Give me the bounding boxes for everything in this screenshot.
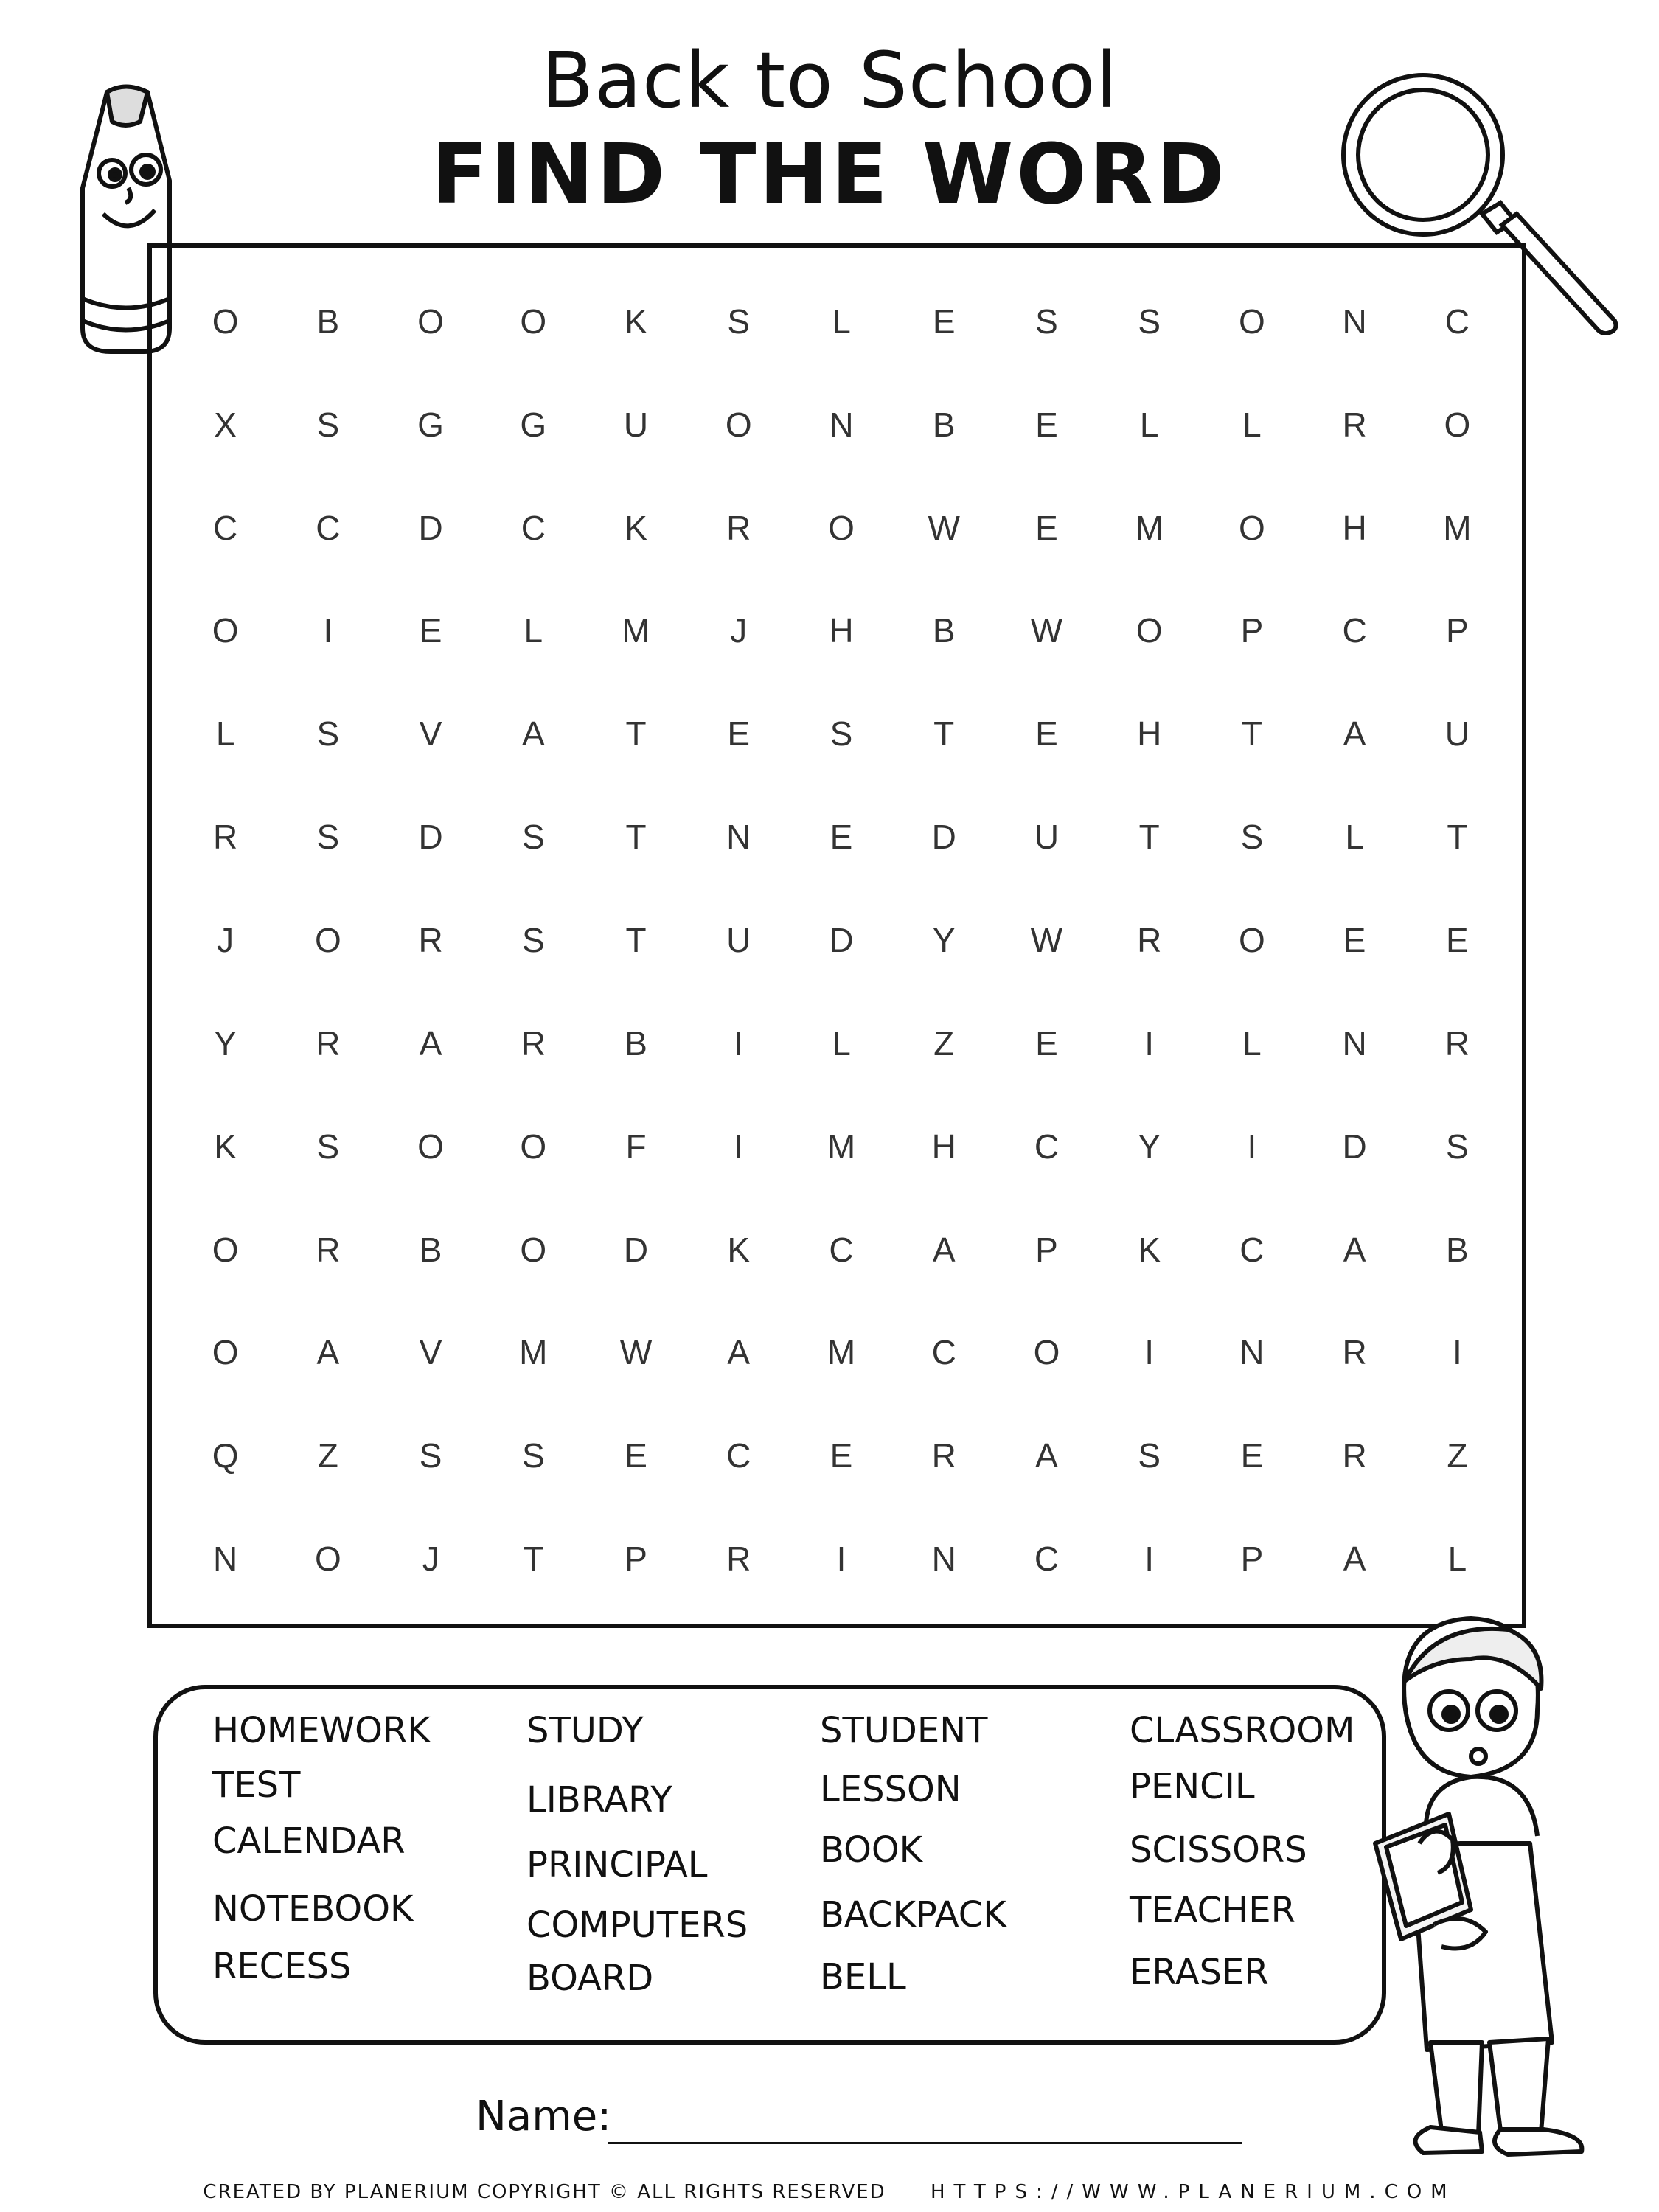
word-list-item: PRINCIPAL	[526, 1844, 708, 1885]
grid-letter: M	[519, 1333, 548, 1372]
grid-letter: C	[931, 1333, 956, 1372]
grid-letter: O	[314, 1540, 341, 1579]
grid-letter: U	[623, 405, 649, 444]
copyright-text: CREATED BY PLANERIUM COPYRIGHT © ALL RIGHTS RESERVED	[203, 2181, 886, 2203]
grid-letter: B	[419, 1230, 442, 1269]
word-list-item: BELL	[820, 1956, 906, 1997]
grid-letter: T	[933, 714, 955, 754]
grid-letter: U	[726, 920, 751, 959]
grid-letter: A	[1343, 1230, 1366, 1269]
grid-letter: U	[1444, 714, 1470, 754]
grid-letter: S	[316, 405, 340, 444]
page-subtitle: FIND THE WORD	[431, 127, 1228, 223]
grid-letter: R	[726, 1540, 751, 1579]
grid-letter: H	[829, 611, 854, 650]
grid-letter: P	[1240, 1540, 1264, 1579]
grid-letter: E	[1446, 920, 1469, 959]
grid-letter: L	[832, 1023, 851, 1062]
grid-letter: E	[1343, 920, 1366, 959]
grid-letter: L	[1242, 1023, 1262, 1062]
grid-letter: A	[1035, 1436, 1058, 1475]
grid-letter: J	[422, 1540, 439, 1579]
website-url: HTTPS://WWW.PLANERIUM.COM	[930, 2181, 1456, 2203]
word-list-item: TEACHER	[1130, 1890, 1295, 1931]
grid-letter: E	[1035, 508, 1058, 547]
grid-letter: S	[316, 714, 340, 754]
grid-letter: T	[625, 920, 647, 959]
grid-letter: H	[1342, 508, 1367, 547]
grid-letter: T	[1138, 818, 1160, 857]
grid-letter: N	[212, 1540, 238, 1579]
grid-letter: D	[418, 818, 443, 857]
grid-letter: P	[1240, 611, 1264, 650]
grid-letter: H	[931, 1127, 956, 1166]
grid-letter: O	[1239, 302, 1265, 341]
grid-letter: M	[1443, 508, 1472, 547]
grid-letter: W	[1030, 920, 1063, 959]
grid-letter: I	[734, 1127, 744, 1166]
grid-letter: U	[1034, 818, 1060, 857]
grid-letter: O	[417, 302, 444, 341]
grid-letter: E	[830, 1436, 853, 1475]
grid-letter: E	[1240, 1436, 1264, 1475]
grid-letter: D	[1342, 1127, 1367, 1166]
name-label: Name:	[476, 2093, 612, 2140]
grid-letter: L	[832, 302, 851, 341]
grid-letter: S	[1035, 302, 1058, 341]
grid-letter: R	[316, 1230, 341, 1269]
grid-letter: C	[212, 508, 238, 547]
word-list-item: BOOK	[820, 1829, 923, 1871]
grid-letter: O	[520, 302, 547, 341]
grid-letter: P	[1035, 1230, 1058, 1269]
grid-letter: I	[734, 1023, 744, 1062]
grid-letter: S	[1240, 818, 1264, 857]
grid-letter: R	[212, 818, 238, 857]
grid-letter: O	[212, 611, 239, 650]
grid-letter: C	[1239, 1230, 1265, 1269]
word-list-item: BACKPACK	[820, 1894, 1006, 1935]
grid-letter: R	[726, 508, 751, 547]
grid-letter: W	[928, 508, 960, 547]
grid-letter: A	[521, 714, 545, 754]
grid-letter: T	[523, 1540, 544, 1579]
grid-letter: D	[623, 1230, 649, 1269]
grid-letter: C	[316, 508, 341, 547]
grid-letter: C	[521, 508, 546, 547]
grid-letter: B	[625, 1023, 647, 1062]
grid-letter: L	[215, 714, 235, 754]
grid-letter: O	[725, 405, 752, 444]
grid-letter: I	[1144, 1540, 1155, 1579]
word-list-item: STUDENT	[820, 1710, 988, 1751]
grid-letter: A	[1343, 714, 1366, 754]
grid-letter: O	[1239, 920, 1265, 959]
grid-letter: O	[828, 508, 855, 547]
grid-letter: V	[419, 1333, 442, 1372]
grid-letter: I	[836, 1540, 846, 1579]
grid-letter: R	[1137, 920, 1162, 959]
grid-letter: R	[418, 920, 443, 959]
word-list-item: LIBRARY	[526, 1779, 672, 1820]
grid-letter: H	[1137, 714, 1162, 754]
grid-letter: Y	[214, 1023, 237, 1062]
grid-letter: D	[829, 920, 854, 959]
word-list-item: NOTEBOOK	[212, 1888, 414, 1930]
grid-letter: S	[1138, 1436, 1161, 1475]
grid-letter: I	[1144, 1023, 1155, 1062]
grid-letter: K	[214, 1127, 237, 1166]
grid-letter: S	[521, 1436, 545, 1475]
word-list-item: BOARD	[526, 1958, 654, 1999]
grid-letter: Q	[212, 1436, 239, 1475]
grid-letter: W	[1030, 611, 1063, 650]
grid-letter: L	[524, 611, 543, 650]
grid-letter: T	[1447, 818, 1468, 857]
word-list-item: CALENDAR	[212, 1820, 406, 1862]
grid-letter: N	[1342, 302, 1367, 341]
grid-letter: S	[316, 1127, 340, 1166]
word-list-item: LESSON	[820, 1769, 961, 1810]
grid-letter: O	[212, 1333, 239, 1372]
grid-letter: O	[1033, 1333, 1060, 1372]
grid-letter: A	[932, 1230, 956, 1269]
grid-letter: R	[316, 1023, 341, 1062]
grid-letter: I	[323, 611, 333, 650]
word-list-item: HOMEWORK	[212, 1710, 431, 1751]
grid-letter: L	[1139, 405, 1159, 444]
word-list-item: CLASSROOM	[1130, 1710, 1355, 1751]
word-list-item: STUDY	[526, 1710, 644, 1751]
grid-letter: A	[727, 1333, 751, 1372]
grid-letter: J	[730, 611, 748, 650]
grid-letter: S	[830, 714, 853, 754]
grid-letter: O	[212, 1230, 239, 1269]
grid-letter: M	[827, 1127, 856, 1166]
grid-letter: N	[726, 818, 751, 857]
grid-letter: R	[1342, 405, 1367, 444]
grid-letter: O	[520, 1230, 547, 1269]
page-title: Back to School	[540, 35, 1119, 125]
grid-letter: S	[521, 818, 545, 857]
grid-letter: B	[932, 405, 956, 444]
grid-letter: C	[829, 1230, 854, 1269]
grid-letter: B	[932, 611, 956, 650]
grid-letter: O	[417, 1127, 444, 1166]
grid-letter: E	[419, 611, 442, 650]
grid-letter: K	[727, 1230, 751, 1269]
grid-letter: A	[316, 1333, 340, 1372]
grid-letter: K	[625, 302, 647, 341]
grid-letter: Z	[1447, 1436, 1468, 1475]
word-list-item: SCISSORS	[1130, 1829, 1307, 1871]
grid-letter: S	[316, 818, 340, 857]
grid-letter: N	[931, 1540, 956, 1579]
grid-letter: B	[1446, 1230, 1469, 1269]
grid-letter: S	[727, 302, 751, 341]
grid-letter: I	[1452, 1333, 1462, 1372]
grid-letter: A	[419, 1023, 442, 1062]
grid-letter: M	[827, 1333, 856, 1372]
grid-letter: G	[520, 405, 547, 444]
grid-letter: N	[1342, 1023, 1367, 1062]
grid-letter: R	[931, 1436, 956, 1475]
grid-letter: G	[417, 405, 444, 444]
grid-letter: R	[1342, 1436, 1367, 1475]
grid-letter: T	[1241, 714, 1262, 754]
grid-letter: E	[932, 302, 956, 341]
grid-letter: S	[1138, 302, 1161, 341]
grid-letter: L	[1242, 405, 1262, 444]
grid-letter: M	[622, 611, 650, 650]
grid-letter: J	[217, 920, 234, 959]
grid-letter: E	[1035, 405, 1058, 444]
grid-letter: L	[1447, 1540, 1467, 1579]
grid-letter: Z	[317, 1436, 338, 1475]
grid-letter: M	[1135, 508, 1164, 547]
grid-letter: P	[625, 1540, 647, 1579]
name-input-line[interactable]	[608, 2142, 1242, 2144]
grid-letter: C	[1342, 611, 1367, 650]
grid-letter: N	[1239, 1333, 1265, 1372]
word-list-item: RECESS	[212, 1946, 352, 1987]
word-list-item: TEST	[212, 1764, 301, 1806]
grid-letter: O	[314, 920, 341, 959]
word-list-item: COMPUTERS	[526, 1905, 748, 1946]
word-list-item: PENCIL	[1130, 1766, 1255, 1807]
grid-letter: O	[1135, 611, 1163, 650]
grid-letter: D	[931, 818, 956, 857]
grid-letter: T	[625, 818, 647, 857]
grid-letter: R	[1342, 1333, 1367, 1372]
grid-letter: O	[520, 1127, 547, 1166]
grid-letter: T	[625, 714, 647, 754]
grid-letter: R	[521, 1023, 546, 1062]
word-search-grid-box	[147, 243, 1526, 1628]
grid-letter: X	[214, 405, 237, 444]
grid-letter: I	[1144, 1333, 1155, 1372]
grid-letter: P	[1446, 611, 1469, 650]
grid-letter: E	[1035, 714, 1058, 754]
grid-letter: I	[1247, 1127, 1257, 1166]
grid-letter: C	[726, 1436, 751, 1475]
grid-letter: E	[830, 818, 853, 857]
grid-letter: O	[1444, 405, 1471, 444]
grid-letter: Y	[1138, 1127, 1161, 1166]
grid-letter: C	[1444, 302, 1470, 341]
grid-letter: B	[316, 302, 340, 341]
grid-letter: N	[829, 405, 854, 444]
grid-letter: C	[1034, 1540, 1060, 1579]
footer	[0, 2181, 1659, 2203]
grid-letter: Y	[932, 920, 956, 959]
grid-letter: F	[625, 1127, 647, 1166]
grid-letter: C	[1034, 1127, 1060, 1166]
word-list-item: ERASER	[1130, 1952, 1269, 1993]
word-search-grid	[174, 270, 1509, 1610]
grid-letter: E	[1035, 1023, 1058, 1062]
grid-letter: E	[727, 714, 751, 754]
grid-letter: Z	[933, 1023, 955, 1062]
boy-with-tablet-illustration	[1360, 1600, 1626, 2160]
grid-letter: O	[1239, 508, 1265, 547]
grid-letter: O	[212, 302, 239, 341]
grid-letter: S	[419, 1436, 442, 1475]
grid-letter: L	[1345, 818, 1364, 857]
word-list-box	[153, 1685, 1386, 2045]
grid-letter: K	[625, 508, 647, 547]
grid-letter: E	[625, 1436, 647, 1475]
grid-letter: W	[619, 1333, 653, 1372]
grid-letter: K	[1138, 1230, 1161, 1269]
grid-letter: V	[419, 714, 442, 754]
grid-letter: S	[1446, 1127, 1469, 1166]
grid-letter: A	[1343, 1540, 1366, 1579]
grid-letter: D	[418, 508, 443, 547]
grid-letter: R	[1444, 1023, 1470, 1062]
grid-letter: S	[521, 920, 545, 959]
